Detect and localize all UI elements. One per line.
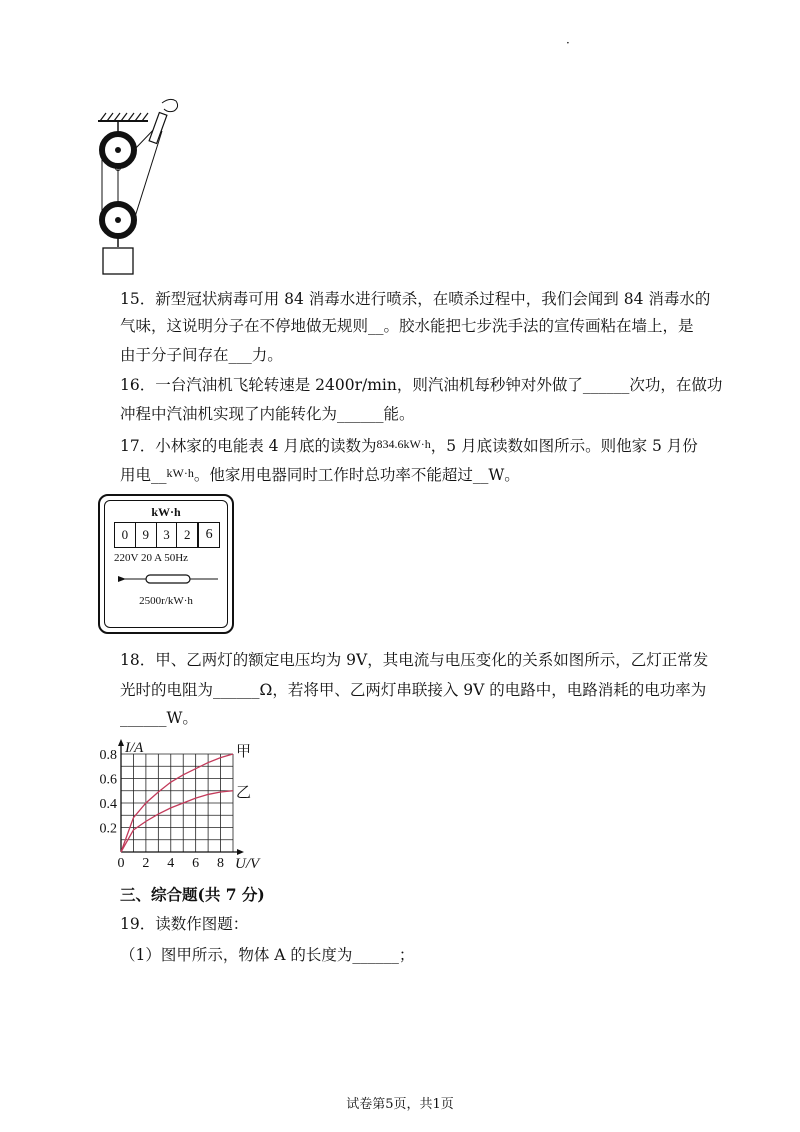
meter-digit-window bbox=[114, 522, 220, 548]
q18-line-2: 光时的电阻为______Ω，若将甲、乙两灯串联接入 9V 的电路中，电路消耗的电功率为 bbox=[120, 681, 707, 699]
q18-line-3: ______W。 bbox=[120, 709, 198, 727]
y-tick-label: 0.8 bbox=[99, 748, 117, 763]
y-tick-label: 0.6 bbox=[99, 772, 117, 788]
header-mark: · bbox=[566, 36, 570, 50]
x-tick-label: 4 bbox=[167, 856, 175, 871]
q17-text-c: 用电__ bbox=[120, 466, 167, 484]
x-tick-label: 8 bbox=[217, 856, 225, 871]
section-3-title: 三、综合题(共 7 分) bbox=[120, 885, 265, 904]
q17-unit: kW·h bbox=[166, 466, 194, 480]
meter-last-digit: 6 bbox=[205, 527, 213, 542]
q17-text-d: 。他家用电器同时工作时总功率不能超过__W。 bbox=[193, 466, 520, 484]
chart-grid bbox=[121, 754, 233, 852]
series-label-0: 甲 bbox=[236, 744, 252, 760]
q15-line-2: 气味，这说明分子在不停地做无规则__。胶水能把七步洗手法的宣传画粘在墙上，是 bbox=[120, 317, 694, 335]
y-tick-label: 0.4 bbox=[99, 797, 117, 812]
q17-text-a: 17．小林家的电能表 4 月底的读数为 bbox=[120, 437, 377, 455]
q19-line-2: （1）图甲所示，物体 A 的长度为______； bbox=[120, 946, 415, 964]
meter-digit: 3 bbox=[157, 523, 178, 547]
meter-digit: 2 bbox=[177, 523, 199, 547]
q16-line-2: 冲程中汽油机实现了内能转化为______能。 bbox=[120, 405, 415, 423]
meter-digit: 9 bbox=[136, 523, 157, 547]
q17-line-2 bbox=[120, 463, 520, 485]
iu-chart bbox=[88, 735, 278, 875]
electric-meter bbox=[98, 494, 234, 634]
meter-rotor-icon bbox=[118, 572, 218, 586]
q18-line-1: 18．甲、乙两灯的额定电压均为 9V，其电流与电压变化的关系如图所示，乙灯正常发 bbox=[120, 651, 709, 669]
pulley-figure bbox=[90, 95, 200, 280]
x-axis-arrow bbox=[237, 849, 244, 855]
meter-spec: 220V 20 A 50Hz bbox=[114, 552, 189, 564]
q17-line-1 bbox=[120, 434, 698, 456]
meter-unit: kW·h bbox=[151, 505, 181, 519]
x-tick-label: 6 bbox=[192, 856, 200, 871]
q17-previous-reading: 834.6kW·h bbox=[376, 437, 431, 451]
q15-line-1: 15．新型冠状病毒可用 84 消毒水进行喷杀，在喷杀过程中，我们会闻到 84 消毒水的 bbox=[120, 290, 711, 308]
page-footer: 试卷第5页，共1页 bbox=[346, 1097, 454, 1112]
meter-digit: 0 bbox=[115, 523, 136, 547]
meter-revolutions: 2500r/kW·h bbox=[139, 595, 193, 607]
x-tick-label: 2 bbox=[142, 856, 150, 871]
q17-text-b: ，5 月底读数如图所示。则他家 5 月份 bbox=[430, 437, 698, 455]
q19-line-1: 19．读数作图题： bbox=[120, 915, 249, 933]
q16-line-1: 16．一台汽油机飞轮转速是 2400r/min，则汽油机每秒钟对外做了______次功，在做功 bbox=[120, 376, 723, 394]
y-axis-arrow bbox=[118, 739, 124, 746]
q15-line-3: 由于分子间存在___力。 bbox=[120, 346, 283, 364]
series-curve-1 bbox=[121, 791, 233, 852]
x-tick-label: 0 bbox=[117, 856, 125, 871]
x-axis-label: U/V bbox=[235, 856, 260, 872]
y-tick-label: 0.2 bbox=[99, 821, 117, 837]
series-label-1: 乙 bbox=[236, 784, 252, 801]
y-axis-label: I/A bbox=[125, 740, 144, 756]
